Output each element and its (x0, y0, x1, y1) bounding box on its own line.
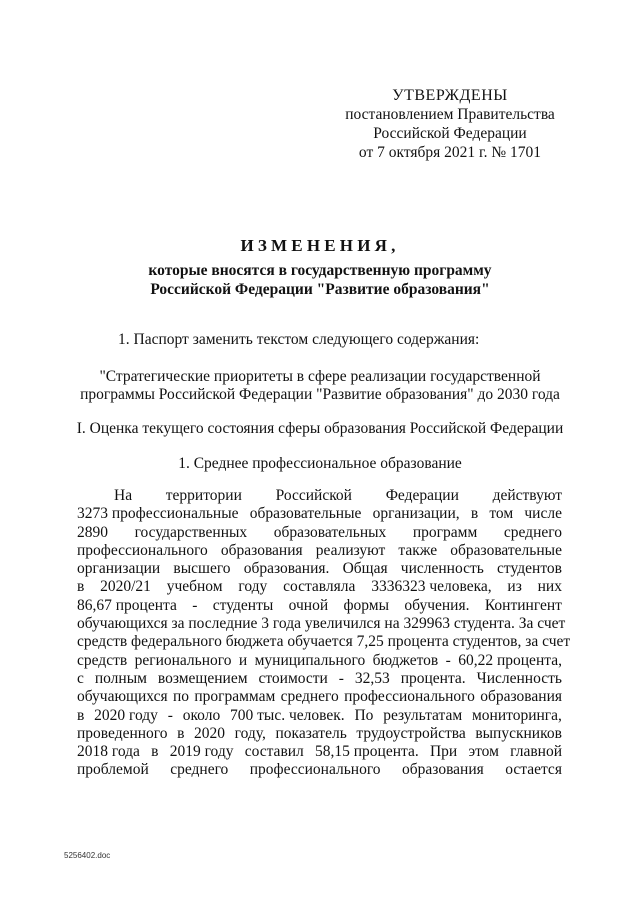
paragraph-word: - (338, 669, 344, 687)
item-1: 1. Паспорт заменить текстом следующего содержания: (118, 331, 480, 348)
subsection-heading: 1. Среднее профессиональное образование (178, 455, 462, 472)
paragraph-word: трудоустройства (356, 724, 466, 742)
quote-line-1: "Стратегические приоритеты в сфере реализации государственной (99, 368, 541, 385)
paragraph-word: 58,15 процента. (315, 743, 419, 761)
paragraph-line (77, 725, 562, 743)
paragraph-word: На (114, 487, 133, 504)
paragraph-word: Общая (342, 560, 388, 578)
paragraph-word: образования (402, 761, 484, 779)
paragraph-word: учебном (166, 578, 223, 596)
paragraph-word: том (489, 505, 514, 523)
paragraph-word: 700 тыс. человек. (230, 706, 345, 724)
paragraph-word: По (354, 706, 374, 724)
paragraph-word: студенты (212, 596, 274, 614)
paragraph-word: среднего (170, 761, 229, 779)
paragraph-word: по (172, 688, 189, 706)
paragraph-word: При (429, 743, 458, 761)
paragraph-word: с (77, 669, 84, 687)
approval-line-2: Российской Федерации (373, 125, 527, 142)
paragraph-line (77, 688, 562, 706)
paragraph-line (77, 505, 562, 523)
paragraph-word: 2890 (77, 523, 108, 541)
paragraph-word: образовательные (450, 541, 562, 559)
paragraph-line (77, 615, 566, 633)
paragraph-word: образования. (243, 560, 330, 578)
paragraph-word: численность (400, 560, 484, 578)
paragraph-word: в (77, 578, 85, 596)
paragraph-word: году (238, 578, 268, 596)
paragraph-word: образования (220, 541, 303, 559)
paragraph-word: проведенного (77, 724, 168, 742)
paragraph-word: формы (343, 596, 390, 614)
paragraph-line (77, 707, 562, 725)
paragraph-line (77, 560, 562, 578)
paragraph-word: 2019 году (169, 743, 234, 761)
paragraph-word: составил (244, 743, 304, 761)
paragraph-word: регионального (134, 651, 232, 669)
paragraph-word: процента. (400, 669, 466, 687)
paragraph-word: году, (234, 724, 266, 742)
paragraph-line (77, 633, 571, 651)
paragraph-word: образовательных (273, 523, 387, 541)
paragraph-word: среднего (280, 688, 339, 706)
paragraph-word: - (192, 596, 198, 614)
paragraph-word: около (182, 706, 221, 724)
paragraph-word: высшего (173, 560, 231, 578)
approval-line-3: от 7 октября 2021 г. № 1701 (358, 144, 542, 161)
paragraph-word: стоимости (258, 669, 328, 687)
paragraph-word: 60,22 процента, (458, 651, 562, 669)
paragraph-line (77, 743, 562, 761)
paragraph-line (77, 670, 562, 688)
document-title: ИЗМЕНЕНИЯ, (240, 236, 400, 255)
paragraph-word: профессионального (344, 688, 475, 706)
paragraph-word: них (537, 578, 562, 596)
paragraph-word: профессионального (77, 541, 208, 559)
paragraph-word: средств (77, 651, 128, 669)
paragraph-word: обучающихся за последние 3 года увеличился на 329963 студента. За счет (77, 615, 566, 633)
footer-file-name: 5256402.doc (64, 851, 111, 860)
paragraph-word: в (470, 505, 479, 523)
paragraph-word: средств федерального бюджета обучается 7,25 процента студентов, за счет (77, 633, 571, 651)
paragraph-word: студентов (497, 560, 562, 578)
paragraph-word: 86,67 процента (77, 596, 177, 614)
paragraph-word: результатам (383, 706, 463, 724)
paragraph-word: программ (412, 523, 478, 541)
paragraph-line (77, 652, 562, 670)
paragraph-word: выпускников (475, 724, 562, 742)
paragraph-word: остается (505, 761, 562, 779)
paragraph-word: Контингент (484, 596, 562, 614)
document-subtitle-2: Российской Федерации "Развитие образования" (150, 281, 490, 298)
paragraph-line (77, 578, 562, 596)
paragraph-word: этом (468, 743, 499, 761)
paragraph-word: организации, (372, 505, 460, 523)
paragraph-word: муниципального (254, 651, 366, 669)
quote-line-2: программы Российской Федерации "Развитие образования" до 2030 года (80, 386, 560, 403)
paragraph-line (77, 761, 562, 779)
paragraph-word: числе (524, 505, 562, 523)
paragraph-word: проблемой (77, 761, 149, 779)
paragraph-word: Федерации (385, 487, 459, 504)
paragraph-word: 32,53 (354, 669, 390, 687)
paragraph-word: показатель (275, 724, 347, 742)
paragraph-body (77, 487, 571, 780)
paragraph-word: государственных (134, 523, 248, 541)
paragraph-word: Российской (275, 487, 352, 504)
paragraph-word: Численность (476, 669, 562, 687)
paragraph-word: бюджетов (372, 651, 439, 669)
paragraph-word: реализуют (315, 541, 386, 559)
paragraph-word: в (151, 743, 159, 761)
paragraph-line (77, 487, 562, 505)
paragraph-word: - (167, 706, 173, 724)
paragraph-word: действуют (492, 487, 562, 504)
document-subtitle-1: которые вносятся в государственную программу (148, 262, 492, 279)
paragraph-word: 2020 году (94, 706, 158, 724)
paragraph-word: профессионального (249, 761, 381, 779)
paragraph-word: программам (194, 688, 276, 706)
paragraph-word: возмещением (157, 669, 248, 687)
paragraph-line (77, 597, 562, 615)
paragraph-word: составляла (283, 578, 356, 596)
paragraph-word: в (177, 724, 185, 742)
paragraph-word: среднего (503, 523, 562, 541)
paragraph-word: - (445, 651, 451, 669)
paragraph-word: главной (510, 743, 562, 761)
paragraph-word: обучения. (404, 596, 470, 614)
paragraph-word: 2020 (194, 724, 226, 742)
paragraph-word: в (77, 706, 85, 724)
approval-heading: УТВЕРЖДЕНЫ (392, 87, 508, 104)
paragraph-line (77, 524, 562, 542)
approval-line-1: постановлением Правительства (345, 106, 555, 123)
paragraph-word: 2018 года (77, 743, 140, 761)
section-heading: I. Оценка текущего состояния сферы образования Российской Федерации (76, 420, 564, 437)
paragraph-word: обучающихся (77, 688, 168, 706)
paragraph-word: образования (480, 688, 562, 706)
paragraph-word: организации (77, 560, 161, 578)
paragraph-word: очной (288, 596, 329, 614)
paragraph-word: территории (165, 487, 242, 504)
paragraph-word: также (398, 541, 438, 559)
paragraph-word: 2020/21 (100, 578, 151, 596)
paragraph-word: и (238, 651, 248, 669)
paragraph-line (77, 542, 562, 560)
paragraph-word: полным (94, 669, 147, 687)
approval-block (330, 86, 570, 162)
paragraph-word: 3273 профессиональные (77, 505, 239, 523)
paragraph-word: мониторинга, (471, 706, 562, 724)
paragraph-word: из (507, 578, 522, 596)
paragraph-word: 3336323 человека, (371, 578, 492, 596)
paragraph-word: образовательные (249, 505, 362, 523)
